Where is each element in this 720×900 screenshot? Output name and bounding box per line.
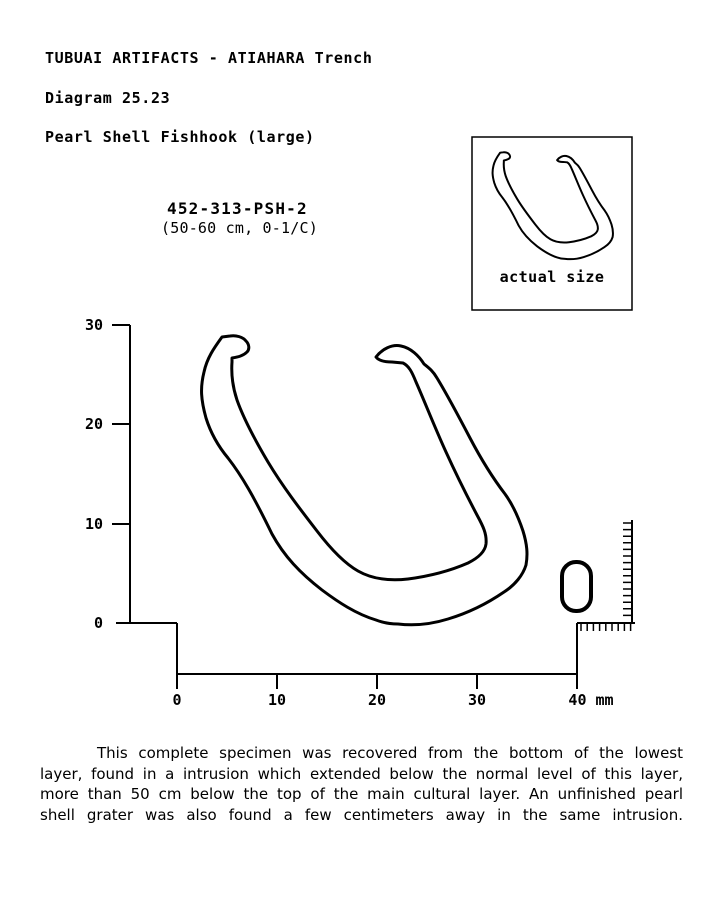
caption-line: This complete specimen was recovered from the bottom of the lowest: [97, 744, 683, 762]
x-axis-tick-label-mm: 40 mm: [568, 691, 614, 709]
fishhook-drawing-actual-size: [493, 152, 613, 259]
cross-section-oval: [562, 562, 591, 611]
caption-line: shell grater was also found a few centimeters away in the same intrusion.: [40, 805, 683, 824]
artifact-title: Pearl Shell Fishhook (large): [45, 128, 315, 146]
fishhook-drawing-large: [202, 336, 527, 625]
ruler-horizontal-teeth: [581, 623, 631, 631]
specimen-id: 452-313-PSH-2: [167, 199, 308, 218]
x-axis: [116, 623, 577, 689]
y-axis-tick-label: 0: [93, 614, 103, 632]
y-axis: [112, 325, 130, 623]
caption-paragraph: [40, 743, 683, 825]
caption-line: layer, found in a intrusion which extended below the normal level of this layer,: [40, 764, 683, 783]
x-axis-tick-label: 20: [367, 691, 387, 709]
y-axis-tick-label: 20: [84, 415, 103, 433]
x-axis-tick-label: 10: [267, 691, 287, 709]
y-axis-tick-label: 10: [84, 515, 103, 533]
mm-ruler-corner: [577, 520, 635, 631]
x-axis-tick-label: 30: [467, 691, 487, 709]
specimen-provenance: (50-60 cm, 0-1/C): [161, 219, 318, 237]
ruler-vertical-teeth: [623, 523, 632, 615]
x-axis-tick-label: 0: [172, 691, 182, 709]
y-axis-tick-label: 30: [84, 316, 103, 334]
actual-size-label: actual size: [499, 268, 605, 286]
caption-line: more than 50 cm below the top of the main cultural layer. An unfinished pearl: [40, 785, 683, 803]
page-title: TUBUAI ARTIFACTS - ATIAHARA Trench: [45, 49, 373, 67]
diagram-number: Diagram 25.23: [45, 89, 171, 107]
